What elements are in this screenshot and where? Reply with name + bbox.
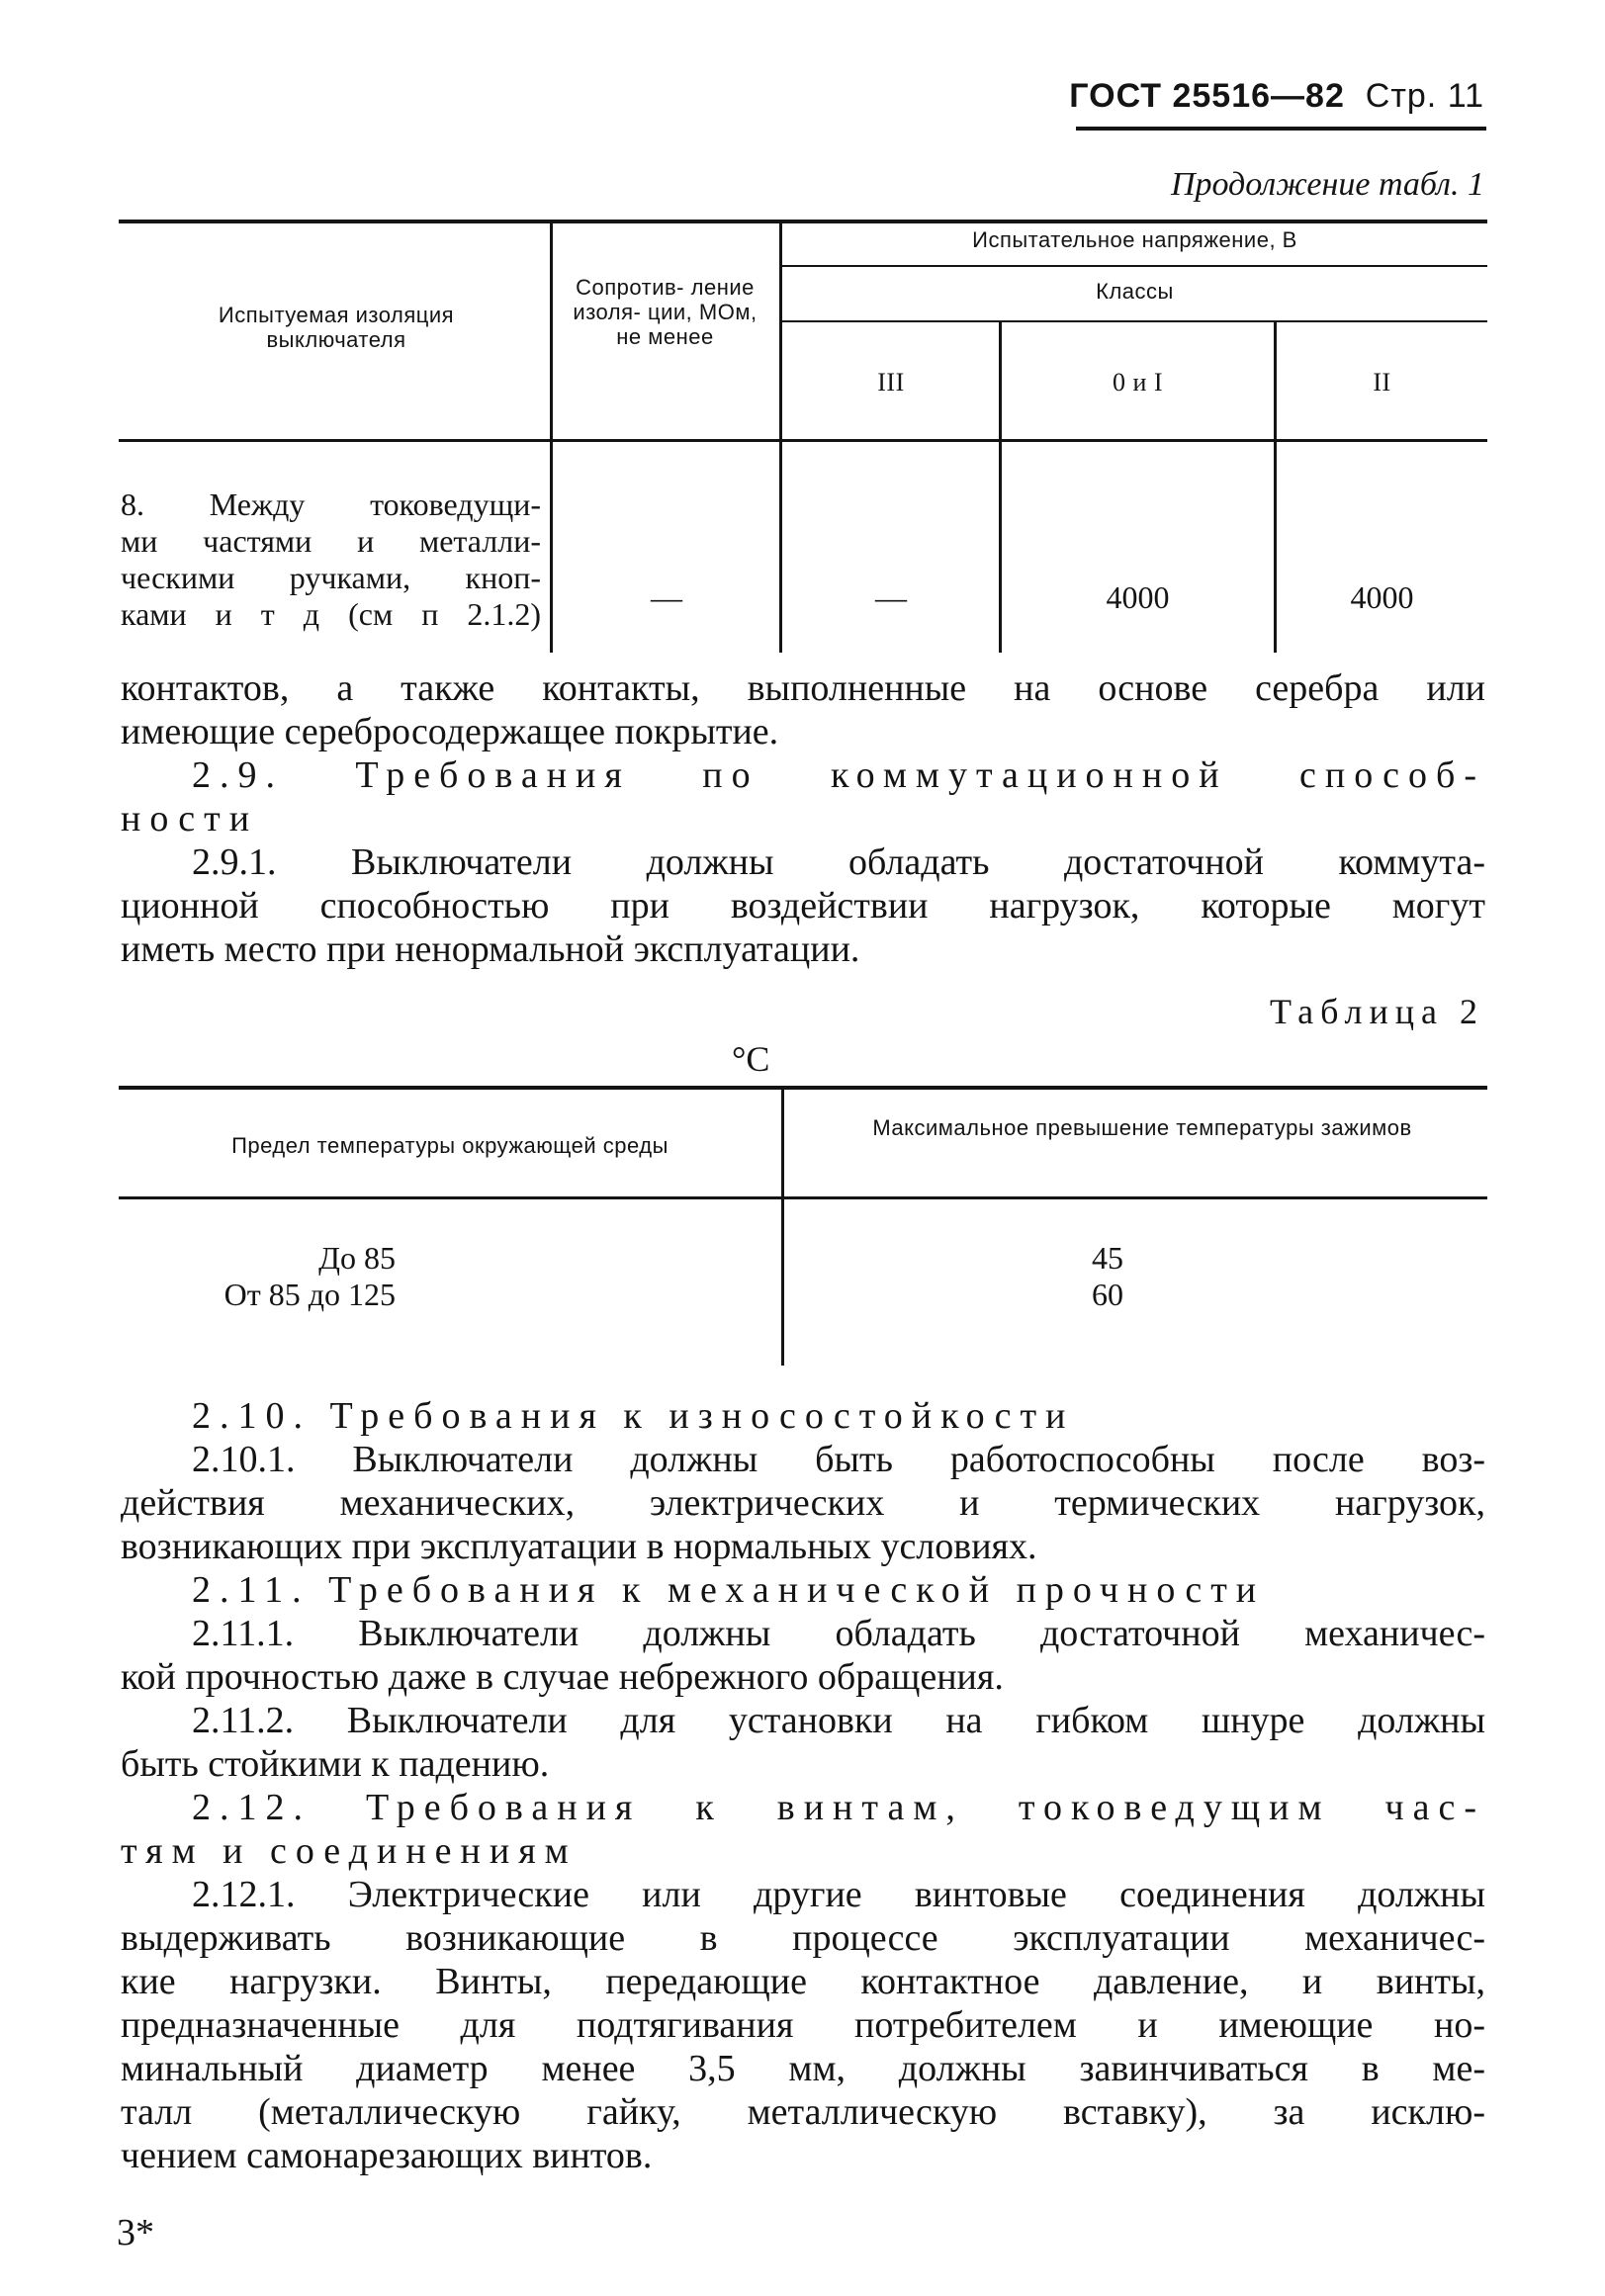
table1-row-class-ii: 4000 [1350,579,1414,615]
table1-col-insulation: Испытуемая изоляция выключателя [218,303,455,352]
table1-col-classes: Классы [1096,279,1174,304]
paragraph-2-12-1-line: кие нагрузки. Винты, передающие контактное давление, и винты, [121,1961,1485,2002]
paragraph-2-11-2-line: 2.11.2. Выключатели для установки на гибком шнуре должны [192,1700,1485,1741]
table1-row-label-line: ками и т д (см п 2.1.2) [121,596,541,632]
table1-row-class-0i: 4000 [1106,579,1170,615]
table1-class-ii: II [1373,368,1391,397]
table1-row-class-iii: — [875,579,907,615]
table1-row-label [121,486,541,633]
table1-row-label-line: ческими ручками, кноп- [121,560,541,595]
paragraph-2-12-1-line: предназначенные для подтягивания потребителем и имеющие но- [121,2004,1485,2046]
paragraph-2-12-1-line: чением самонарезающих винтов. [121,2135,653,2176]
table2-col-ambient: Предел температуры окружающей среды [231,1133,669,1158]
table1-vline-1 [550,222,553,653]
doc-code: ГОСТ 25516—82 [1069,77,1345,115]
paragraph-contacts-line: контактов, а также контакты, выполненные на основе серебра или [121,667,1485,709]
paragraph-2-9-1-line: иметь место при ненормальной эксплуатации. [121,928,860,970]
header-rule [1076,127,1486,131]
table1-class-iii: III [877,368,905,397]
table1-rule-classes [781,320,1487,322]
table2-vline [781,1089,784,1366]
table2-header-rule [119,1196,1487,1199]
paragraph-2-12-1-line: талл (металлическую гайку, металлическую вставку), за исклю- [121,2091,1485,2133]
table1-continuation: Продолжение табл. 1 [1170,166,1484,203]
heading-2-12-cont: тям и соединениям [121,1830,578,1872]
table1-top-rule [119,220,1487,223]
paragraph-2-9-1-line: 2.9.1. Выключатели должны обладать достаточной коммута- [192,841,1485,883]
table2-row-rise: 45 [1092,1240,1123,1276]
page-header [1069,77,1484,116]
paragraph-2-10-1-line: 2.10.1. Выключатели должны быть работоспособны после воз- [192,1439,1485,1480]
table2-title: Таблица 2 [1270,992,1484,1031]
table1-col-resistance: Сопротив- ление изоля- ции, МОм, не менее [573,275,758,349]
heading-2-9-cont: ности [121,798,259,839]
table1-row-label-line: 8. Между токоведущи- [121,486,541,522]
heading-2-10: 2.10. Требования к износостойкости [192,1395,1075,1437]
table1-rule-voltage [781,265,1487,267]
heading-2-9: 2.9. Требования по коммутационной способ- [192,754,1485,796]
paragraph-2-11-1-line: 2.11.1. Выключатели должны обладать достаточной механичес- [192,1613,1485,1654]
table2-col-rise: Максимальное превышение температуры зажимов [872,1115,1412,1140]
paragraph-2-10-1-line: возникающих при эксплуатации в нормальных условиях. [121,1526,1037,1567]
table2-top-rule [119,1086,1487,1090]
table1-header-rule [119,439,1487,442]
paragraph-2-10-1-line: действия механических, электрических и термических нагрузок, [121,1482,1485,1524]
page-number: Стр. 11 [1365,77,1484,115]
table2-row-rise: 60 [1092,1277,1123,1312]
table2-row-ambient: От 85 до 125 [223,1277,396,1312]
paragraph-2-9-1-line: ционной способностью при воздействии нагрузок, которые могут [121,885,1485,927]
paragraph-2-12-1-line: выдерживать возникающие в процессе эксплуатации механичес- [121,1917,1485,1959]
paragraph-2-12-1-line: минальный диаметр менее 3,5 мм, должны завинчиваться в ме- [121,2048,1485,2089]
heading-2-12: 2.12. Требования к винтам, токоведущим час- [192,1787,1485,1828]
paragraph-2-12-1-line: 2.12.1. Электрические или другие винтовые соединения должны [192,1874,1485,1915]
table1-class-0i: 0 и I [1112,368,1164,397]
paragraph-2-11-2-line: быть стойкими к падению. [121,1743,550,1785]
table1-row-resistance: — [651,579,682,615]
paragraph-contacts-line: имеющие серебросодержащее покрытие. [121,711,779,752]
signature-mark: 3* [117,2212,154,2253]
table1-col-voltage: Испытательное напряжение, В [972,227,1297,252]
table1-vline-2 [779,222,782,653]
table2-row-ambient: До 85 [318,1240,396,1276]
table1-row-label-line: ми частями и металли- [121,523,541,559]
paragraph-2-11-1-line: кой прочностью даже в случае небрежного обращения. [121,1656,1004,1698]
table2-unit: °C [732,1039,770,1079]
heading-2-11: 2.11. Требования к механической прочности [192,1569,1266,1611]
